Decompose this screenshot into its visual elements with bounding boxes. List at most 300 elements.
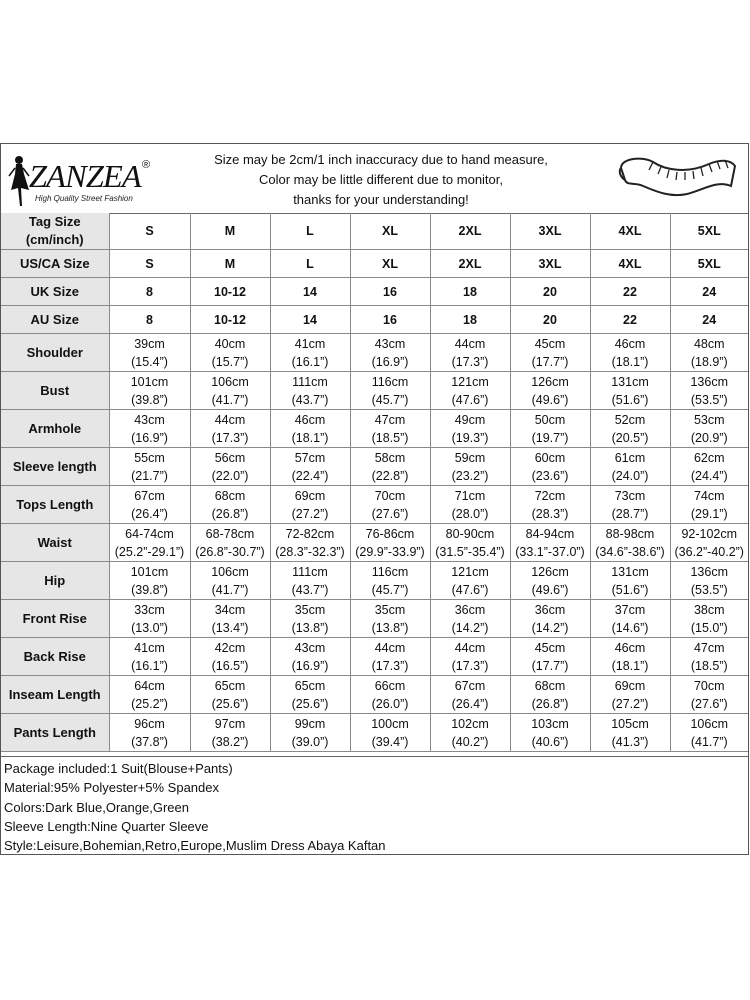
- size-cell-line: 39cm: [134, 336, 165, 351]
- size-cell: [510, 562, 590, 600]
- size-cell-line: 50cm: [534, 412, 566, 427]
- size-cell: [350, 524, 430, 562]
- size-cell: 24: [670, 278, 748, 306]
- size-cell-line: 68cm: [534, 678, 566, 693]
- size-cell: [109, 638, 190, 676]
- size-cell-line: 126cm: [531, 374, 569, 389]
- size-cell: [109, 562, 190, 600]
- size-cell: [590, 676, 670, 714]
- brand-name: ZANZEA: [28, 158, 141, 194]
- size-cell-line: (13.8”): [291, 620, 329, 635]
- size-cell: [270, 486, 350, 524]
- size-cell-line: (16.9”): [371, 354, 409, 369]
- size-cell: [670, 448, 748, 486]
- size-cell-line: 106cm: [690, 716, 729, 731]
- size-cell: [350, 714, 430, 752]
- size-cell: [670, 676, 748, 714]
- size-cell-line: (51.6”): [611, 392, 649, 407]
- size-cell: [270, 448, 350, 486]
- size-cell: 22: [590, 306, 670, 334]
- size-cell-line: 42cm: [214, 640, 246, 655]
- size-cell-line: 33cm: [134, 602, 165, 617]
- size-cell-line: 43cm: [134, 412, 165, 427]
- size-table-row: [1, 714, 748, 752]
- size-cell: 3XL: [510, 250, 590, 278]
- size-cell-line: (27.2”): [291, 506, 329, 521]
- size-cell-line: 65cm: [294, 678, 326, 693]
- size-cell-line: (43.7”): [291, 392, 329, 407]
- size-cell-line: 45cm: [534, 640, 566, 655]
- size-cell-line: (14.6”): [611, 620, 649, 635]
- size-cell-line: (17.3”): [371, 658, 409, 673]
- size-cell: [190, 600, 270, 638]
- size-cell-line: 43cm: [294, 640, 326, 655]
- size-cell: 22: [590, 278, 670, 306]
- brand-tagline: High Quality Street Fashion: [35, 194, 133, 203]
- size-cell: 3XL: [510, 213, 590, 250]
- size-cell: [109, 448, 190, 486]
- size-cell-line: (41.7”): [211, 392, 249, 407]
- size-cell-line: (22.4”): [291, 468, 329, 483]
- size-cell: [270, 638, 350, 676]
- row-header: Shoulder: [1, 334, 109, 372]
- size-cell-line: (13.0”): [131, 620, 168, 635]
- size-cell-line: 36cm: [534, 602, 566, 617]
- brand-logo: [5, 152, 175, 208]
- size-cell: [590, 714, 670, 752]
- size-cell: [270, 600, 350, 638]
- size-cell: 18: [430, 306, 510, 334]
- size-cell-line: (29.9”-33.9”): [355, 544, 425, 559]
- size-cell-line: 121cm: [451, 564, 489, 579]
- size-cell-line: (37.8”): [131, 734, 168, 749]
- size-cell: [510, 372, 590, 410]
- size-cell-line: 58cm: [374, 450, 406, 465]
- registered-mark: ®: [142, 159, 151, 171]
- size-cell-line: 68cm: [214, 488, 246, 503]
- size-cell-line: 116cm: [371, 374, 409, 389]
- row-header: Inseam Length: [1, 676, 109, 714]
- size-cell: 20: [510, 306, 590, 334]
- size-cell-line: 101cm: [130, 374, 169, 389]
- size-cell-line: (26.0”): [371, 696, 409, 711]
- size-cell: [270, 524, 350, 562]
- size-cell: [670, 524, 748, 562]
- size-cell-line: 60cm: [534, 450, 566, 465]
- size-cell: [350, 600, 430, 638]
- size-cell: M: [190, 250, 270, 278]
- size-cell: [430, 410, 510, 448]
- size-cell-line: (26.8”): [531, 696, 569, 711]
- size-cell-line: (27.6”): [371, 506, 409, 521]
- size-cell-line: 97cm: [214, 716, 246, 731]
- size-cell: [109, 600, 190, 638]
- size-cell: 2XL: [430, 250, 510, 278]
- size-cell: [109, 676, 190, 714]
- size-cell: [190, 334, 270, 372]
- size-cell-line: (22.0”): [211, 468, 249, 483]
- size-cell-line: (17.3”): [451, 354, 489, 369]
- size-cell: [430, 676, 510, 714]
- package-info: Package included:1 Suit(Blouse+Pants): [4, 761, 233, 776]
- size-cell-line: (39.0”): [291, 734, 329, 749]
- size-cell: [510, 676, 590, 714]
- size-cell: [109, 714, 190, 752]
- size-cell-line: 76-86cm: [365, 526, 415, 541]
- size-cell-line: 46cm: [294, 412, 326, 427]
- size-cell-line: (47.6”): [451, 392, 489, 407]
- size-cell: 10-12: [190, 278, 270, 306]
- size-cell: [190, 676, 270, 714]
- size-cell: M: [190, 213, 270, 250]
- size-cell: 16: [350, 278, 430, 306]
- size-cell-line: (27.6”): [690, 696, 728, 711]
- size-cell-line: 62cm: [693, 450, 725, 465]
- size-table-row: [1, 278, 748, 306]
- row-header: Hip: [1, 562, 109, 600]
- notice-line: thanks for your understanding!: [293, 192, 469, 207]
- size-cell-line: 121cm: [451, 374, 489, 389]
- row-header: AU Size: [1, 306, 109, 334]
- size-cell-line: (38.2”): [211, 734, 249, 749]
- size-table-row: [1, 306, 748, 334]
- size-cell-line: 41cm: [294, 336, 326, 351]
- size-cell: [190, 410, 270, 448]
- size-cell: [510, 334, 590, 372]
- size-cell-line: 106cm: [211, 564, 249, 579]
- size-cell: 5XL: [670, 213, 748, 250]
- size-cell-line: (29.1”): [690, 506, 728, 521]
- size-cell-line: (39.8”): [131, 392, 168, 407]
- size-cell: [350, 562, 430, 600]
- sleeve-info: Sleeve Length:Nine Quarter Sleeve: [4, 818, 209, 834]
- size-cell-line: (39.8”): [131, 582, 168, 597]
- row-header: Tops Length: [1, 486, 109, 524]
- size-table-row: [1, 676, 748, 714]
- size-cell: 16: [350, 306, 430, 334]
- size-cell-line: 44cm: [374, 640, 406, 655]
- size-cell: [590, 486, 670, 524]
- row-header: Back Rise: [1, 638, 109, 676]
- size-cell-line: (24.0”): [611, 468, 649, 483]
- size-cell-line: 61cm: [614, 450, 646, 465]
- size-cell-line: (25.2”): [131, 696, 168, 711]
- size-table-row: [1, 213, 748, 250]
- row-header: Front Rise: [1, 600, 109, 638]
- size-cell-line: (20.5”): [611, 430, 649, 445]
- size-table-row: [1, 486, 748, 524]
- size-cell-line: (41.7”): [211, 582, 249, 597]
- size-cell-line: 40cm: [214, 336, 246, 351]
- size-cell: [430, 486, 510, 524]
- size-table-row: [1, 562, 748, 600]
- size-cell: [190, 448, 270, 486]
- size-cell: [510, 714, 590, 752]
- size-cell-line: 69cm: [294, 488, 326, 503]
- size-cell: [510, 448, 590, 486]
- size-cell: [109, 410, 190, 448]
- size-cell: [510, 638, 590, 676]
- size-cell-line: (28.3”-32.3”): [275, 544, 345, 559]
- size-cell-line: (53.5”): [690, 582, 728, 597]
- size-cell-line: 47cm: [374, 412, 406, 427]
- size-cell-line: (15.4”): [131, 354, 168, 369]
- size-cell: [350, 448, 430, 486]
- size-cell: [430, 638, 510, 676]
- size-table-row: [1, 600, 748, 638]
- size-cell: [510, 600, 590, 638]
- size-cell-line: 126cm: [531, 564, 569, 579]
- size-cell: [350, 486, 430, 524]
- size-cell-line: 101cm: [130, 564, 169, 579]
- size-cell-line: 35cm: [294, 602, 326, 617]
- size-cell: [350, 334, 430, 372]
- size-cell: 14: [270, 278, 350, 306]
- size-cell-line: 57cm: [294, 450, 326, 465]
- size-cell: [430, 524, 510, 562]
- size-cell-line: (17.7”): [531, 658, 569, 673]
- size-cell-line: 37cm: [614, 602, 646, 617]
- size-cell: [190, 486, 270, 524]
- size-cell: [430, 600, 510, 638]
- size-cell-line: 131cm: [611, 564, 649, 579]
- size-cell-line: 45cm: [534, 336, 566, 351]
- size-cell-line: (36.2”-40.2”): [674, 544, 744, 559]
- size-cell-line: (17.3”): [451, 658, 489, 673]
- size-cell-line: 102cm: [451, 716, 489, 731]
- size-cell-line: (26.8”-30.7”): [195, 544, 265, 559]
- size-cell-line: 48cm: [693, 336, 725, 351]
- size-cell: [590, 562, 670, 600]
- row-header: Tag Size (cm/inch): [1, 213, 109, 250]
- size-cell-line: (47.6”): [451, 582, 489, 597]
- row-header: UK Size: [1, 278, 109, 306]
- row-header: Waist: [1, 524, 109, 562]
- size-cell-line: (16.5”): [211, 658, 249, 673]
- size-cell-line: (26.4”): [131, 506, 168, 521]
- size-cell-line: (16.9”): [291, 658, 329, 673]
- size-cell-line: (14.2”): [531, 620, 569, 635]
- size-cell: S: [109, 213, 190, 250]
- size-cell-line: 73cm: [614, 488, 646, 503]
- size-cell-line: (17.7”): [531, 354, 569, 369]
- size-cell: [350, 410, 430, 448]
- row-header: Pants Length: [1, 714, 109, 752]
- size-cell-line: 116cm: [371, 564, 409, 579]
- size-cell: 10-12: [190, 306, 270, 334]
- size-cell-line: (24.4”): [690, 468, 728, 483]
- size-cell: [430, 448, 510, 486]
- size-cell: [430, 562, 510, 600]
- size-cell-line: 34cm: [214, 602, 246, 617]
- size-cell-line: 67cm: [134, 488, 165, 503]
- size-cell: 5XL: [670, 250, 748, 278]
- size-cell-line: 92-102cm: [681, 526, 738, 541]
- size-cell-line: 84-94cm: [525, 526, 575, 541]
- size-cell: [270, 410, 350, 448]
- size-cell: XL: [350, 250, 430, 278]
- size-cell-line: (26.8”): [211, 506, 249, 521]
- size-cell-line: 44cm: [454, 640, 486, 655]
- size-cell-line: (18.5”): [690, 658, 728, 673]
- size-cell-line: 49cm: [454, 412, 486, 427]
- size-cell-line: (15.0”): [690, 620, 728, 635]
- size-cell-line: (18.1”): [611, 658, 649, 673]
- size-cell-line: (21.7”): [131, 468, 168, 483]
- size-cell-line: (51.6”): [611, 582, 649, 597]
- size-cell-line: (41.3”): [611, 734, 649, 749]
- size-cell-line: (27.2”): [611, 696, 649, 711]
- size-cell: [430, 372, 510, 410]
- size-table-row: [1, 638, 748, 676]
- colors-info: Colors:Dark Blue,Orange,Green: [4, 799, 189, 815]
- size-cell: [590, 410, 670, 448]
- size-cell-line: (40.2”): [451, 734, 489, 749]
- size-cell-line: (13.8”): [371, 620, 409, 635]
- size-cell-line: 67cm: [454, 678, 486, 693]
- size-table-row: [1, 410, 748, 448]
- size-cell-line: (16.1”): [291, 354, 329, 369]
- size-cell-line: 80-90cm: [445, 526, 495, 541]
- size-cell: [430, 714, 510, 752]
- size-cell-line: 64-74cm: [125, 526, 174, 541]
- size-cell: L: [270, 213, 350, 250]
- size-cell: 8: [109, 278, 190, 306]
- size-cell-line: 65cm: [214, 678, 246, 693]
- size-cell: [590, 524, 670, 562]
- size-cell-line: (39.4”): [371, 734, 409, 749]
- size-cell-line: 38cm: [693, 602, 725, 617]
- size-cell: 20: [510, 278, 590, 306]
- size-cell: [670, 372, 748, 410]
- size-cell-line: (45.7”): [371, 582, 409, 597]
- row-header: US/CA Size: [1, 250, 109, 278]
- size-cell: [190, 372, 270, 410]
- measuring-tape-icon: [613, 150, 741, 208]
- size-cell-line: 56cm: [214, 450, 246, 465]
- size-cell: [670, 600, 748, 638]
- size-cell-line: 70cm: [693, 678, 725, 693]
- size-cell-line: 46cm: [614, 640, 646, 655]
- size-cell-line: (49.6”): [531, 392, 569, 407]
- size-cell-line: 46cm: [614, 336, 646, 351]
- size-cell-line: 105cm: [611, 716, 649, 731]
- size-cell-line: (23.2”): [451, 468, 489, 483]
- size-cell-line: (31.5”-35.4”): [435, 544, 505, 559]
- size-cell: [670, 486, 748, 524]
- size-table-row: [1, 448, 748, 486]
- size-cell: [670, 714, 748, 752]
- size-cell-line: 44cm: [214, 412, 246, 427]
- size-cell: [350, 372, 430, 410]
- size-cell-line: 72cm: [534, 488, 566, 503]
- size-cell: [590, 638, 670, 676]
- size-cell-line: (20.9”): [690, 430, 728, 445]
- size-cell-line: (25.6”): [211, 696, 249, 711]
- size-cell: [270, 562, 350, 600]
- size-table-row: [1, 372, 748, 410]
- size-cell-line: 41cm: [134, 640, 165, 655]
- size-cell-line: (28.3”): [531, 506, 569, 521]
- size-cell-line: 43cm: [374, 336, 406, 351]
- size-cell: 14: [270, 306, 350, 334]
- size-cell-line: (14.2”): [451, 620, 489, 635]
- size-cell-line: 100cm: [371, 716, 409, 731]
- size-cell-line: (33.1”-37.0”): [515, 544, 585, 559]
- size-cell-line: (28.7”): [611, 506, 649, 521]
- size-cell-line: (34.6”-38.6”): [595, 544, 665, 559]
- size-cell-line: (18.1”): [291, 430, 329, 445]
- size-cell: L: [270, 250, 350, 278]
- size-cell: 4XL: [590, 250, 670, 278]
- size-cell-line: (13.4”): [211, 620, 249, 635]
- size-cell: [670, 562, 748, 600]
- size-cell-line: 103cm: [531, 716, 569, 731]
- size-cell-line: 106cm: [211, 374, 249, 389]
- size-cell-line: (26.4”): [451, 696, 489, 711]
- material-info: Material:95% Polyester+5% Spandex: [4, 780, 219, 796]
- size-cell-line: 131cm: [611, 374, 649, 389]
- size-table: [1, 213, 748, 752]
- size-cell-line: (49.6”): [531, 582, 569, 597]
- size-cell-line: (19.3”): [451, 430, 489, 445]
- size-cell: [109, 524, 190, 562]
- size-cell-line: 64cm: [134, 678, 165, 693]
- size-cell: [590, 334, 670, 372]
- size-cell: 4XL: [590, 213, 670, 250]
- row-header: Bust: [1, 372, 109, 410]
- size-cell-line: 52cm: [614, 412, 646, 427]
- size-cell: [510, 486, 590, 524]
- size-cell: [670, 638, 748, 676]
- size-cell: [270, 676, 350, 714]
- size-cell-line: (25.2”-29.1”): [114, 544, 185, 559]
- size-cell: [270, 372, 350, 410]
- style-info: Style:Leisure,Bohemian,Retro,Europe,Muslim Dress Abaya Kaftan: [4, 838, 386, 854]
- size-cell: [190, 714, 270, 752]
- size-cell: [190, 638, 270, 676]
- size-cell-line: (19.7”): [531, 430, 569, 445]
- size-cell-line: (53.5”): [690, 392, 728, 407]
- size-cell-line: (40.6”): [531, 734, 569, 749]
- size-cell: [270, 714, 350, 752]
- size-cell: [109, 486, 190, 524]
- size-table-row: [1, 250, 748, 278]
- size-cell-line: 69cm: [614, 678, 646, 693]
- size-cell-line: 59cm: [454, 450, 486, 465]
- size-cell-line: 111cm: [292, 564, 328, 579]
- size-cell-line: 35cm: [374, 602, 406, 617]
- product-info: [1, 756, 748, 854]
- row-header: Sleeve length: [1, 448, 109, 486]
- size-cell: [350, 676, 430, 714]
- size-cell-line: 68-78cm: [205, 526, 255, 541]
- size-cell: [109, 372, 190, 410]
- size-cell: [670, 410, 748, 448]
- size-cell-line: (18.1”): [611, 354, 649, 369]
- size-cell-line: 74cm: [693, 488, 725, 503]
- size-cell: S: [109, 250, 190, 278]
- notice-line: Size may be 2cm/1 inch inaccuracy due to hand measure,: [214, 152, 548, 167]
- size-cell-line: 88-98cm: [605, 526, 655, 541]
- size-cell-line: (41.7”): [690, 734, 728, 749]
- size-cell-line: 66cm: [374, 678, 406, 693]
- size-cell: [430, 334, 510, 372]
- measure-notice: [181, 150, 581, 210]
- size-cell: [270, 334, 350, 372]
- size-cell-line: (43.7”): [291, 582, 329, 597]
- size-cell: [350, 638, 430, 676]
